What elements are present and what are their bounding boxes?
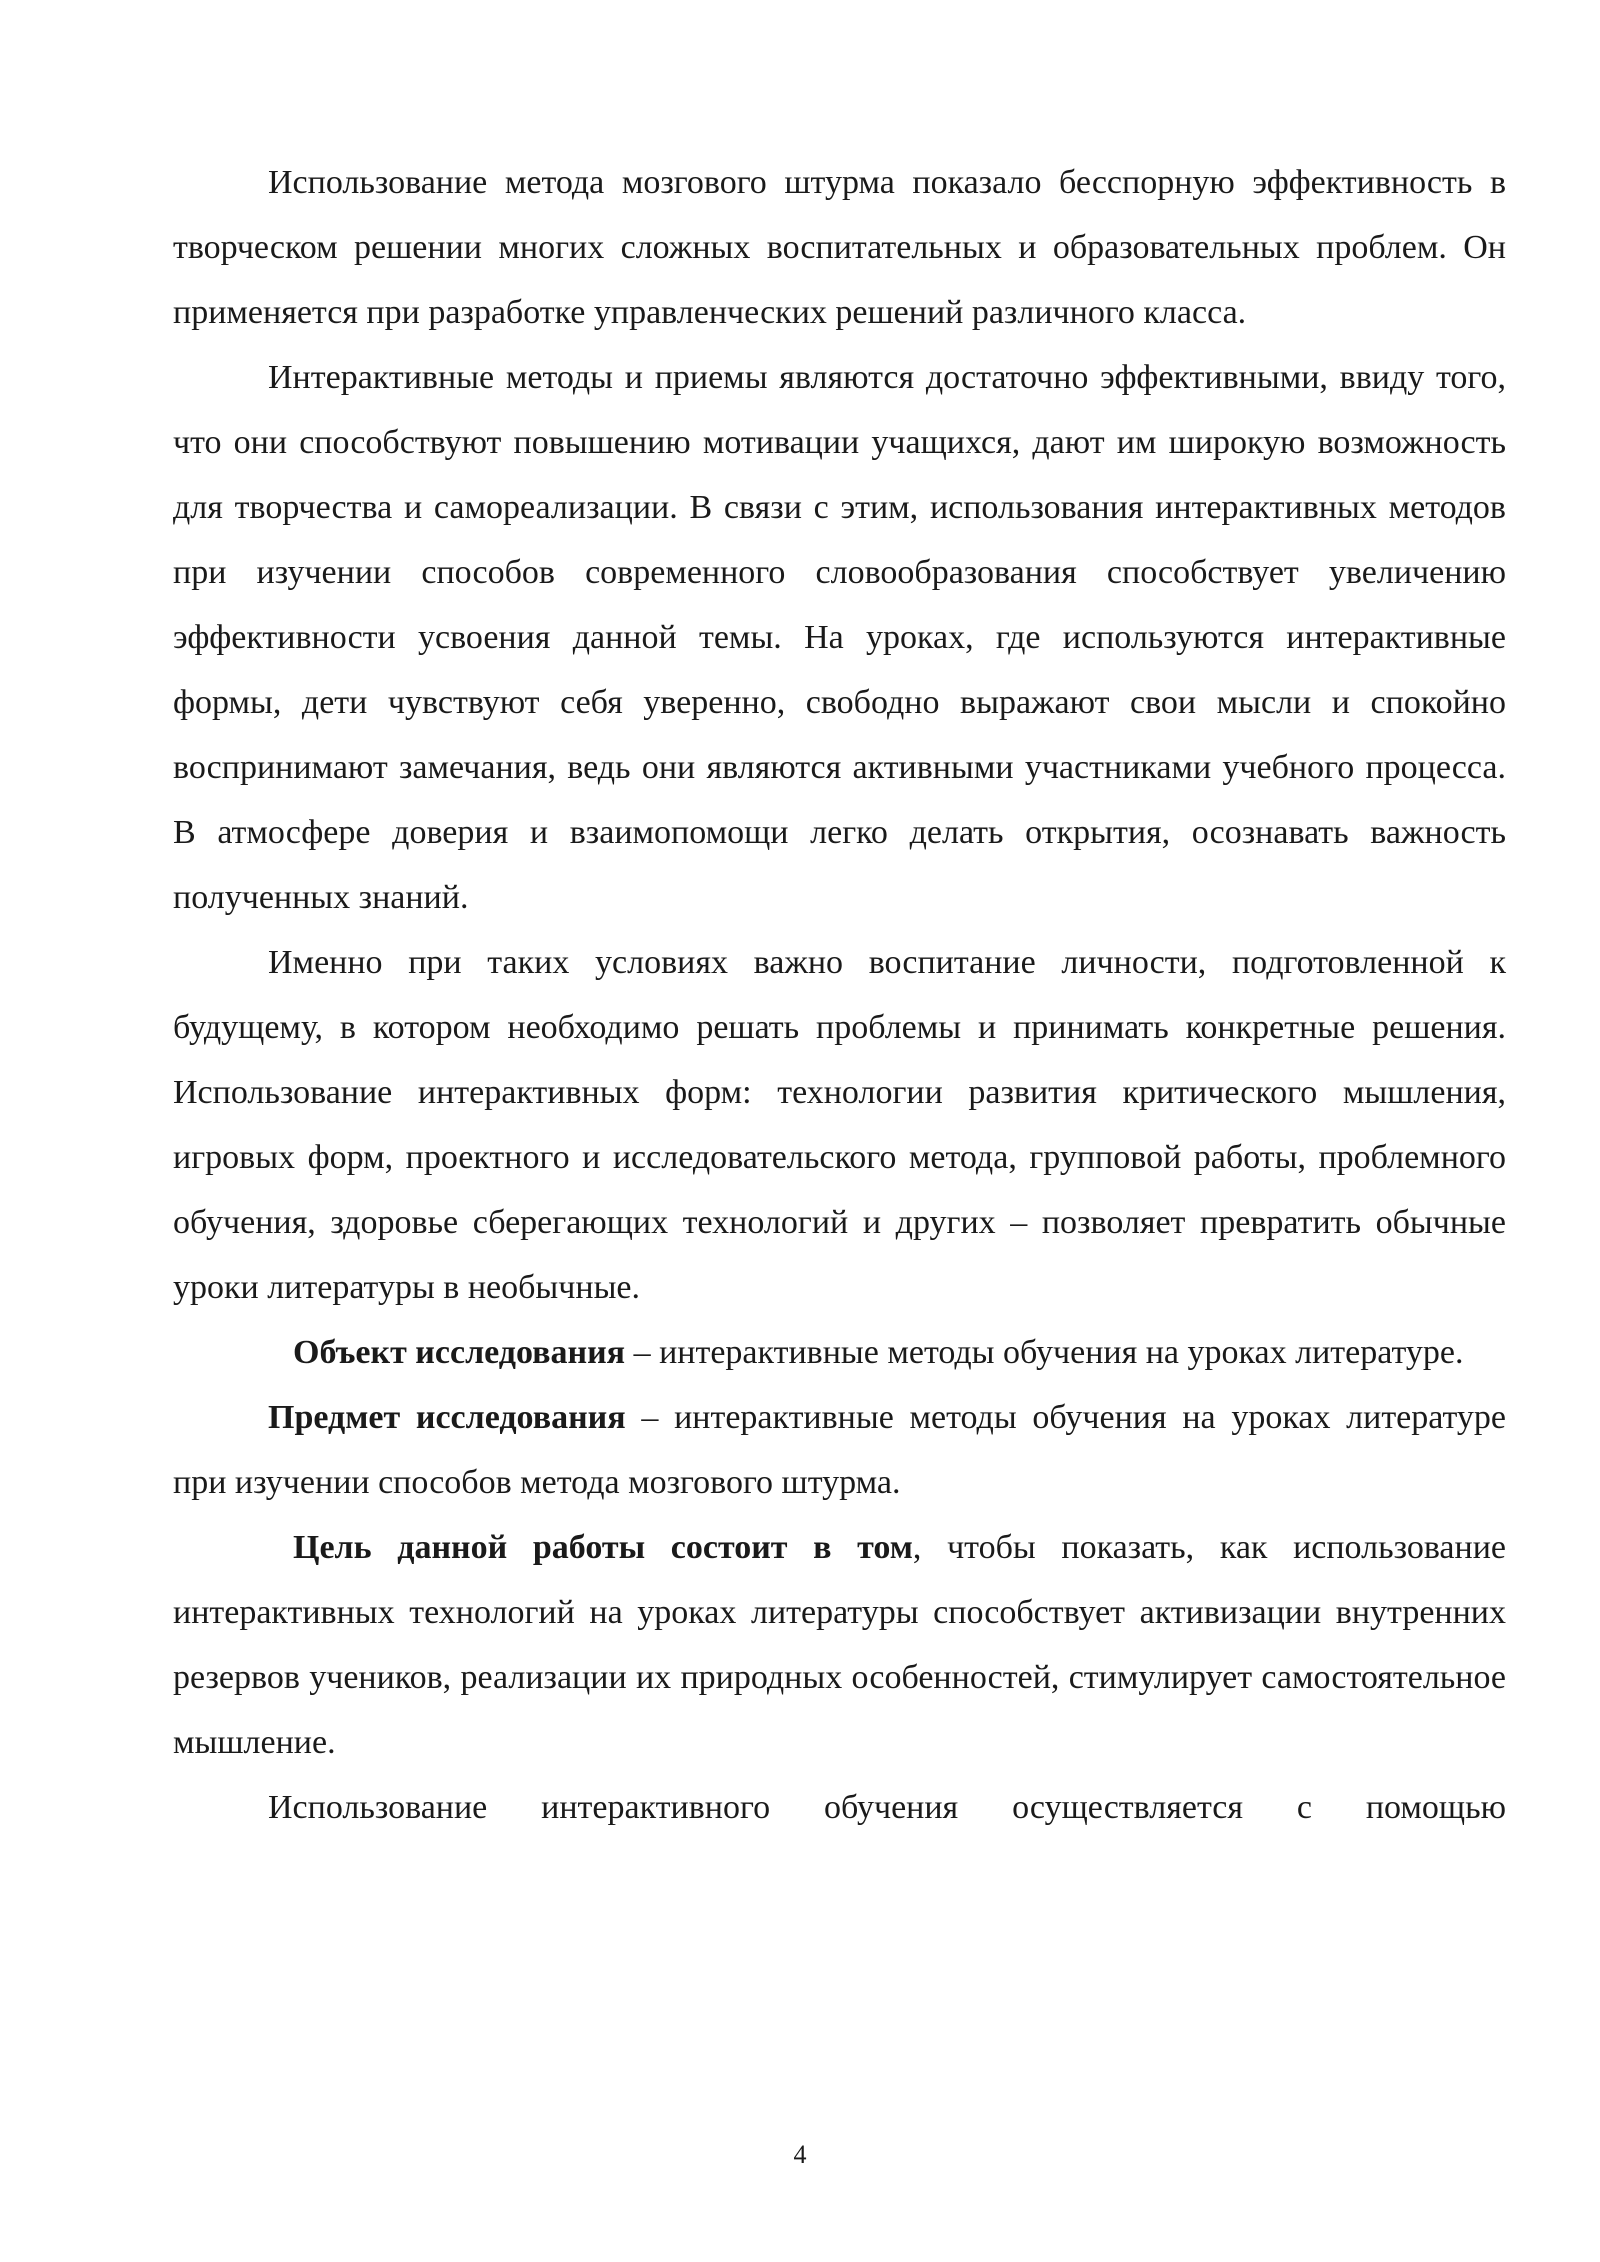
paragraph-text: Именно при таких условиях важно воспитание личности, подготовленной к будущему, в котором необходимо решать проблемы и принимать конкретные решения. Использование интерактивных форм: технологии развития критического мышления, игровых форм, проектного и исследовательского метода, групповой работы, проблемного обучения, здоровье сберегающих технологий и других – позволяет превратить обычные уроки литературы в необычные.	[173, 944, 1506, 1306]
research-subject-label: Предмет исследования	[268, 1399, 626, 1436]
paragraph-text: – интерактивные методы обучения на уроках литературе.	[625, 1334, 1464, 1371]
paragraph-brainstorm-effectiveness	[173, 150, 1506, 345]
paragraph-text: Использование метода мозгового штурма показало бесспорную эффективность в творческом решении многих сложных воспитательных и образовательных проблем. Он применяется при разработке управленческих решений различного класса.	[173, 164, 1506, 331]
paragraph-research-goal	[173, 1515, 1506, 1775]
paragraph-text: Интерактивные методы и приемы являются достаточно эффективными, ввиду того, что они способствуют повышению мотивации учащихся, дают им широкую возможность для творчества и самореализации. В связи с этим, использования интерактивных методов при изучении способов современного словообразования способствует увеличению эффективности усвоения данной темы. На уроках, где используются интерактивные формы, дети чувствуют себя уверенно, свободно выражают свои мысли и спокойно воспринимают замечания, ведь они являются активными участниками учебного процесса. В атмосфере доверия и взаимопомощи легко делать открытия, осознавать важность полученных знаний.	[173, 359, 1506, 916]
paragraph-research-object	[173, 1320, 1506, 1385]
research-goal-label: Цель данной работы состоит в том	[293, 1529, 913, 1566]
paragraph-text: , чтобы показать, как использование интерактивных технологий на уроках литературы способствует активизации внутренних резервов учеников, реализации их природных особенностей, стимулирует самостоятельное мышление.	[173, 1529, 1506, 1761]
paragraph-interactive-learning-usage	[173, 1775, 1506, 1840]
paragraph-text: – интерактивные методы обучения на уроках литературе при изучении способов метода мозгового штурма.	[173, 1399, 1506, 1501]
paragraph-text: Использование интерактивного обучения осуществляется с помощью	[268, 1789, 1506, 1826]
document-body	[173, 150, 1506, 1840]
page-number: 4	[793, 2140, 807, 2169]
paragraph-personality-education	[173, 930, 1506, 1320]
paragraph-research-subject	[173, 1385, 1506, 1515]
research-object-label: Объект исследования	[293, 1334, 626, 1371]
paragraph-interactive-methods	[173, 345, 1506, 930]
